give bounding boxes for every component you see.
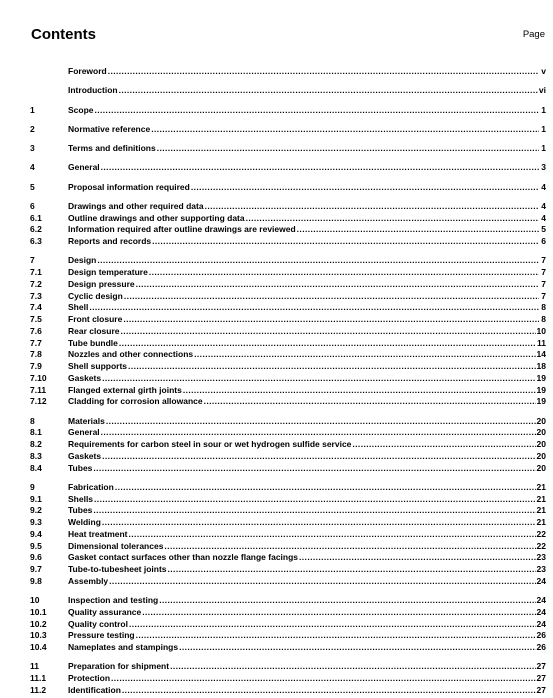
toc-entry-7-7[interactable] [30, 338, 546, 350]
toc-entry-page: 23 [536, 552, 546, 563]
toc-entry-page: 24 [536, 618, 546, 629]
dot-leader [124, 291, 539, 301]
toc-entry-title: Inspection and testing [68, 595, 159, 605]
dot-leader [93, 463, 535, 473]
page-title: Contents [31, 26, 96, 43]
toc-entry-7-3[interactable] [30, 291, 546, 303]
dot-leader [129, 619, 536, 629]
toc-entry-number: 7.9 [30, 361, 42, 371]
toc-entry-8-4[interactable] [30, 463, 546, 475]
toc-entry-title: Gaskets [68, 372, 102, 383]
toc-entry-7-1[interactable] [30, 267, 546, 279]
toc-entry-page: 19 [536, 396, 546, 407]
toc-entry-page: 21 [536, 517, 546, 527]
toc-entry-number: 8.4 [30, 462, 42, 473]
dot-leader [123, 314, 539, 324]
toc-entry-page: 23 [536, 564, 546, 574]
toc-entry-page: 19 [536, 372, 546, 383]
dot-leader [109, 576, 535, 586]
toc-entry-7-6[interactable] [30, 326, 546, 338]
toc-entry-number: 10.1 [30, 606, 47, 617]
toc-entry-page: 27 [536, 673, 546, 683]
dot-leader [157, 143, 539, 153]
toc-entry-number: 10.2 [30, 618, 47, 629]
toc-entry-page: 8 [541, 302, 546, 313]
toc-entry-10[interactable] [30, 595, 546, 607]
toc-entry-title: Foreword [68, 66, 107, 76]
toc-entry-number: 1 [30, 104, 35, 115]
toc-entry-number: 9.3 [30, 517, 42, 527]
dot-leader [95, 105, 539, 115]
toc-entry-title: Rear closure [68, 325, 120, 336]
toc-entry-title: Materials [68, 415, 105, 426]
dot-leader [183, 385, 536, 395]
toc-entry-number: 10.3 [30, 630, 47, 641]
dot-leader [115, 482, 536, 492]
toc-entry-page: 1 [541, 123, 546, 134]
toc-entry-page: 20 [536, 427, 546, 438]
toc-entry-number: 11 [30, 661, 39, 672]
toc-entry-11[interactable] [30, 661, 546, 673]
dot-leader [102, 373, 535, 383]
toc-entry-page: 4 [541, 200, 546, 211]
toc-entry-number: 7.5 [30, 314, 42, 324]
dot-leader [97, 255, 539, 265]
toc-entry-title: General [68, 427, 100, 438]
dot-leader [164, 541, 535, 551]
toc-entry-title: Shell [68, 302, 89, 313]
toc-entry-title: Scope [68, 104, 94, 115]
toc-entry-number: 7.2 [30, 278, 42, 289]
toc-entry-page: 6 [541, 236, 546, 246]
toc-entry-page: 7 [541, 278, 546, 289]
toc-entry-number: 5 [30, 181, 35, 192]
toc-entry-page: v [541, 66, 546, 76]
toc-entry-number: 6 [30, 200, 35, 211]
toc-entry-10-3[interactable] [30, 630, 546, 642]
toc-entry-title: Protection [68, 673, 111, 683]
dot-leader [152, 236, 539, 246]
toc-entry-9-6[interactable] [30, 552, 546, 564]
toc-entry-title: Requirements for carbon steel in sour or wet hydrogen sulfide service [68, 439, 352, 449]
dot-leader [121, 326, 536, 336]
toc-entry-number: 10.4 [30, 642, 47, 652]
toc-entry-5[interactable] [30, 182, 546, 194]
toc-entry-title: Flanged external girth joints [68, 384, 182, 395]
toc-entry-7-10[interactable] [30, 373, 546, 385]
toc-entry-7-4[interactable] [30, 302, 546, 314]
toc-entry-page: 10 [536, 325, 546, 336]
toc-entry-7-2[interactable] [30, 279, 546, 291]
toc-entry-number: 6.2 [30, 224, 42, 235]
dot-leader [205, 201, 539, 211]
toc-entry-title: Identification [68, 684, 121, 695]
toc-entry-page: 24 [536, 606, 546, 617]
toc-entry-title: Front closure [68, 314, 123, 324]
toc-entry-page: 14 [536, 349, 546, 360]
page-column-label: Page [522, 29, 545, 40]
toc-entry-page: 22 [536, 528, 546, 539]
toc-entry-introduction[interactable] [30, 85, 546, 97]
toc-entry-title: Nameplates and stampings [68, 642, 179, 652]
dot-leader [122, 685, 536, 695]
toc-entry-9-2[interactable] [30, 505, 546, 517]
dot-leader [151, 124, 539, 134]
toc-entry-title: Cladding for corrosion allowance [68, 396, 203, 407]
toc-entry-page: 7 [541, 267, 546, 277]
toc-entry-foreword[interactable] [30, 66, 546, 78]
toc-entry-8-2[interactable] [30, 439, 546, 451]
toc-entry-8-3[interactable] [30, 451, 546, 463]
toc-entry-number: 7.10 [30, 372, 47, 383]
toc-entry-title: General [68, 162, 100, 173]
toc-entry-page: 20 [536, 462, 546, 473]
dot-leader [101, 162, 539, 172]
toc-entry-title: Outline drawings and other supporting data [68, 212, 245, 223]
dot-leader [129, 529, 536, 539]
toc-entry-title: Tubes [68, 462, 93, 473]
toc-entry-7[interactable] [30, 255, 546, 267]
dot-leader [142, 607, 535, 617]
toc-entry-number: 4 [30, 162, 35, 173]
dot-leader [352, 439, 535, 449]
toc-entry-page: 20 [536, 439, 546, 449]
toc-entry-page: 24 [536, 595, 546, 605]
toc-entry-page: 21 [536, 505, 546, 516]
toc-entry-title: Tubes [68, 505, 93, 516]
toc-entry-9-8[interactable] [30, 576, 546, 588]
toc-entry-title: Quality control [68, 618, 128, 629]
toc-entry-page: 21 [536, 481, 546, 492]
toc-entry-title: Welding [68, 517, 101, 527]
toc-entry-page: 4 [541, 181, 546, 192]
dot-leader [204, 396, 536, 406]
toc-entry-number: 9.8 [30, 575, 42, 586]
dot-leader [102, 517, 536, 527]
toc-entry-title: Tube-to-tubesheet joints [68, 564, 167, 574]
dot-leader [136, 630, 536, 640]
toc-entry-number: 2 [30, 123, 35, 134]
toc-entry-page: 18 [536, 361, 546, 371]
toc-entry-6-3[interactable] [30, 236, 546, 248]
toc-entry-page: 1 [541, 143, 546, 153]
dot-leader [179, 642, 535, 652]
toc-entry-number: 7.3 [30, 290, 42, 301]
toc-entry-number: 7.1 [30, 267, 42, 277]
toc-entry-number: 9 [30, 481, 35, 492]
toc-entry-7-9[interactable] [30, 361, 546, 373]
toc-entry-title: Introduction [68, 85, 118, 96]
toc-entry-title: Tube bundle [68, 337, 118, 348]
toc-entry-10-1[interactable] [30, 607, 546, 619]
toc-entry-title: Shell supports [68, 361, 128, 371]
dot-leader [119, 338, 536, 348]
toc-entry-page: 1 [541, 104, 546, 115]
toc-entry-number: 9.1 [30, 493, 42, 504]
toc-entry-title: Pressure testing [68, 630, 135, 641]
toc-entry-page: 20 [536, 450, 546, 461]
toc-entry-title: Gaskets [68, 450, 102, 461]
toc-entry-title: Terms and definitions [68, 143, 156, 153]
toc-entry-page: 26 [536, 642, 546, 652]
toc-entry-title: Reports and records [68, 236, 152, 246]
toc-entry-title: Fabrication [68, 481, 114, 492]
toc-entry-title: Information required after outline drawings are reviewed [68, 224, 296, 235]
toc-entry-9-1[interactable] [30, 494, 546, 506]
toc-entry-title: Quality assurance [68, 606, 142, 617]
toc-entry-8[interactable] [30, 416, 546, 428]
toc-entry-title: Cyclic design [68, 290, 123, 301]
toc-entry-7-5[interactable] [30, 314, 546, 326]
toc-entry-7-12[interactable] [30, 396, 546, 408]
dot-leader [191, 182, 539, 192]
toc-entry-number: 7 [30, 255, 35, 266]
toc-entry-page: 7 [541, 290, 546, 301]
toc-entry-number: 9.5 [30, 540, 42, 551]
toc-entry-number: 7.7 [30, 337, 42, 348]
dot-leader [299, 552, 536, 562]
toc-entry-number: 11.2 [30, 684, 47, 695]
toc-entry-9-3[interactable] [30, 517, 546, 529]
toc-entry-number: 8.2 [30, 439, 42, 449]
toc-entry-1[interactable] [30, 105, 546, 117]
toc-entry-number: 11.1 [30, 673, 47, 683]
toc-entry-title: Gasket contact surfaces other than nozzle flange facings [68, 552, 299, 563]
toc-entry-number: 9.4 [30, 528, 42, 539]
dot-leader [136, 279, 539, 289]
dot-leader [89, 302, 539, 312]
toc-entry-number: 8.1 [30, 427, 42, 438]
toc-entry-2[interactable] [30, 124, 546, 136]
toc-entry-title: Shells [68, 493, 94, 504]
toc-entry-7-8[interactable] [30, 349, 546, 361]
toc-entry-title: Design temperature [68, 267, 148, 277]
toc-entry-page: 22 [536, 540, 546, 551]
toc-entry-number: 9.7 [30, 564, 42, 574]
dot-leader [108, 66, 539, 76]
dot-leader [159, 595, 535, 605]
dot-leader [106, 416, 536, 426]
dot-leader [102, 451, 535, 461]
dot-leader [93, 505, 535, 515]
toc-entry-number: 9.6 [30, 552, 42, 563]
toc-entry-title: Design pressure [68, 278, 135, 289]
toc-entry-6[interactable] [30, 201, 546, 213]
toc-entry-page: 27 [536, 684, 546, 695]
toc-entry-page: 20 [536, 415, 546, 426]
toc-entry-4[interactable] [30, 162, 546, 174]
toc-entry-number: 9.2 [30, 505, 42, 516]
toc-entry-number: 7.4 [30, 302, 42, 313]
toc-entry-number: 8 [30, 415, 35, 426]
toc-entry-page: 26 [536, 630, 546, 641]
toc-entry-title: Nozzles and other connections [68, 349, 194, 360]
toc-entry-7-11[interactable] [30, 385, 546, 397]
toc-entry-page: 3 [541, 162, 546, 173]
toc-entry-9[interactable] [30, 482, 546, 494]
toc-entry-number: 10 [30, 595, 40, 605]
toc-entry-number: 3 [30, 143, 35, 153]
toc-entry-page: 8 [541, 314, 546, 324]
dot-leader [94, 494, 535, 504]
dot-leader [111, 673, 536, 683]
toc-entry-title: Heat treatment [68, 528, 128, 539]
table-of-contents [30, 66, 546, 697]
toc-entry-6-1[interactable] [30, 213, 546, 225]
toc-entry-number: 8.3 [30, 450, 42, 461]
toc-entry-number: 7.8 [30, 349, 42, 360]
toc-entry-number: 7.11 [30, 384, 47, 395]
dot-leader [297, 224, 539, 234]
toc-entry-page: 7 [541, 255, 546, 266]
toc-entry-page: 21 [536, 493, 546, 504]
toc-entry-11-2[interactable] [30, 685, 546, 697]
toc-entry-10-4[interactable] [30, 642, 546, 654]
toc-entry-9-4[interactable] [30, 529, 546, 541]
toc-entry-title: Assembly [68, 575, 109, 586]
toc-entry-title: Preparation for shipment [68, 661, 170, 672]
toc-entry-11-1[interactable] [30, 673, 546, 685]
toc-entry-6-2[interactable] [30, 224, 546, 236]
toc-entry-number: 6.1 [30, 212, 42, 223]
toc-entry-number: 6.3 [30, 236, 42, 246]
toc-entry-title: Normative reference [68, 123, 151, 134]
toc-entry-title: Dimensional tolerances [68, 540, 164, 551]
toc-entry-page: 4 [541, 212, 546, 223]
toc-entry-8-1[interactable] [30, 427, 546, 439]
toc-entry-title: Proposal information required [68, 181, 190, 192]
dot-leader [170, 661, 535, 671]
toc-entry-number: 7.6 [30, 325, 42, 336]
dot-leader [119, 85, 538, 95]
dot-leader [246, 213, 539, 223]
dot-leader [101, 427, 536, 437]
toc-entry-3[interactable] [30, 143, 546, 155]
toc-entry-number: 7.12 [30, 396, 47, 407]
toc-entry-page: 24 [536, 575, 546, 586]
toc-entry-page: 27 [536, 661, 546, 672]
toc-entry-9-5[interactable] [30, 541, 546, 553]
toc-entry-page: 5 [541, 224, 546, 235]
dot-leader [128, 361, 535, 371]
toc-entry-page: 11 [537, 337, 546, 348]
toc-entry-title: Drawings and other required data [68, 200, 204, 211]
dot-leader [149, 267, 539, 277]
toc-entry-9-7[interactable] [30, 564, 546, 576]
dot-leader [194, 349, 535, 359]
toc-entry-page: 19 [536, 384, 546, 395]
toc-entry-title: Design [68, 255, 97, 266]
dot-leader [168, 564, 536, 574]
toc-entry-page: vi [538, 85, 546, 96]
toc-entry-10-2[interactable] [30, 619, 546, 631]
